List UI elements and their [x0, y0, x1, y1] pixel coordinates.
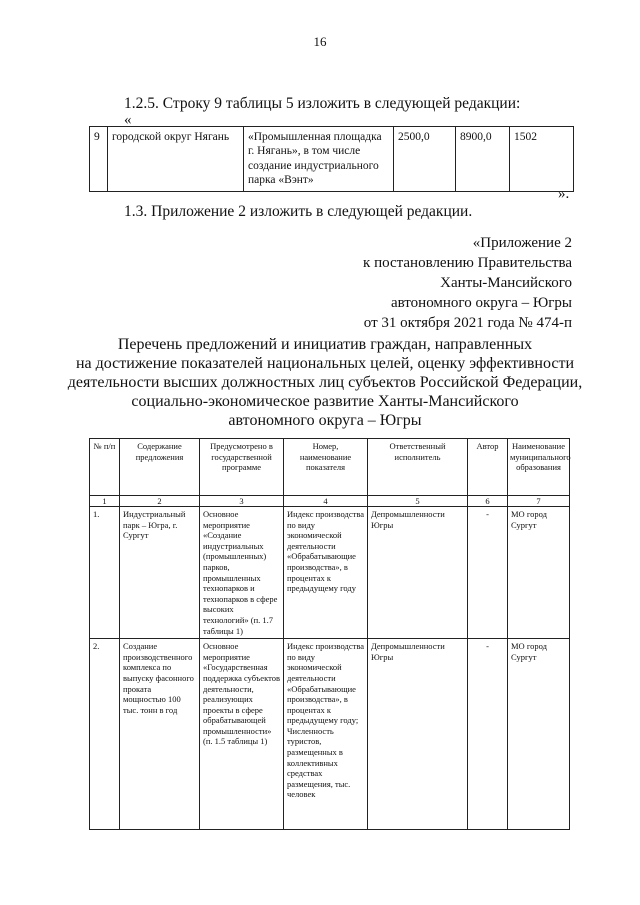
- appendix-block: [363, 233, 572, 333]
- appendix-line-3: Ханты-Мансийского: [440, 275, 572, 291]
- row-executor: Депромышленности Югры: [368, 639, 468, 830]
- row9-table: [89, 126, 574, 192]
- col-index: 7: [508, 496, 570, 507]
- row-proposal: Создание производственного комплекса по выпуску фасонного проката мощностью 100 тыс. тонн в год: [120, 639, 200, 830]
- row-proposal: Индустриальный парк – Югра, г. Сургут: [120, 507, 200, 639]
- paragraph-1-3: 1.3. Приложение 2 изложить в следующей редакции.: [124, 203, 473, 220]
- document-title: [40, 335, 610, 430]
- header-num: № п/п: [90, 439, 120, 496]
- quote-close-mark: ».: [558, 186, 570, 202]
- row9-value-3: 1502: [510, 127, 574, 192]
- col-index: 1: [90, 496, 120, 507]
- table-row: [90, 507, 570, 639]
- row-program: Основное мероприятие «Государственная поддержка субъектов деятельности, реализующих проекты в сфере обрабатывающей промышленности» (п. 1.5 таблицы 1): [200, 639, 284, 830]
- row-executor: Депромышленности Югры: [368, 507, 468, 639]
- appendix-line-4: автономного округа – Югры: [390, 295, 572, 311]
- title-line-2: на достижение показателей национальных целей, оценку эффективности: [75, 355, 575, 372]
- quote-open-mark: «: [124, 112, 132, 128]
- paragraph-1-2-5: 1.2.5. Строку 9 таблицы 5 изложить в следующей редакции:: [124, 95, 521, 112]
- col-index: 3: [200, 496, 284, 507]
- row-program: Основное мероприятие «Создание индустриальных (промышленных) парков, промышленных технопарков и технопарков в сфере высоких технологий» (п. 1.7 таблицы 1): [200, 507, 284, 639]
- column-index-row: [90, 496, 570, 507]
- row9-district: городской округ Нягань: [108, 127, 244, 192]
- page-number: 16: [313, 34, 327, 49]
- title-line-4: социально-экономическое развитие Ханты-Мансийского: [131, 393, 519, 410]
- col-index: 4: [284, 496, 368, 507]
- row-municipality: МО город Сургут: [508, 507, 570, 639]
- row-municipality: МО город Сургут: [508, 639, 570, 830]
- header-program: Предусмотрено в государственной программе: [200, 439, 284, 496]
- header-municipality: Наименование муниципального образования: [508, 439, 570, 496]
- appendix-line-2: к постановлению Правительства: [363, 255, 572, 271]
- header-indicator: Номер, наименование показателя: [284, 439, 368, 496]
- table-header-row: [90, 439, 570, 496]
- title-line-1: Перечень предложений и инициатив граждан, направленных: [117, 336, 533, 353]
- table-row: [90, 127, 574, 192]
- appendix-line-5: от 31 октября 2021 года № 474-п: [363, 315, 572, 331]
- header-author: Автор: [468, 439, 508, 496]
- title-line-3: деятельности высших должностных лиц субъектов Российской Федерации,: [67, 374, 583, 391]
- row-num: 2.: [90, 639, 120, 830]
- row-indicator: Индекс производства по виду экономической деятельности «Обрабатывающие производства», в процентах к предыдущему году: [284, 507, 368, 639]
- appendix-line-1: «Приложение 2: [472, 235, 572, 251]
- row-indicator: Индекс производства по виду экономической деятельности «Обрабатывающие производства», в процентах к предыдущему году; Численность туристов, размещенных в коллективных средствах размещения, тыс. человек: [284, 639, 368, 830]
- col-index: 2: [120, 496, 200, 507]
- row-num: 1.: [90, 507, 120, 639]
- row9-project: «Промышленная площадка г. Нягань», в том числе создание индустриального парка «Вэнт»: [244, 127, 394, 192]
- header-proposal: Содержание предложения: [120, 439, 200, 496]
- table-row: [90, 639, 570, 830]
- row-author: -: [468, 639, 508, 830]
- header-executor: Ответственный исполнитель: [368, 439, 468, 496]
- row-author: -: [468, 507, 508, 639]
- proposals-table: [89, 438, 570, 830]
- col-index: 6: [468, 496, 508, 507]
- row9-num: 9: [90, 127, 108, 192]
- col-index: 5: [368, 496, 468, 507]
- row9-value-2: 8900,0: [456, 127, 510, 192]
- row9-value-1: 2500,0: [394, 127, 456, 192]
- title-line-5: автономного округа – Югры: [228, 412, 422, 429]
